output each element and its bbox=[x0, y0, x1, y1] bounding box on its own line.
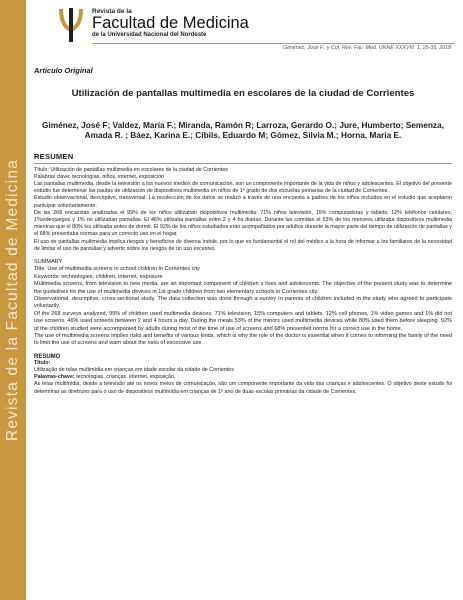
resumen-paragraph: Las pantallas multimedia, desde la televisión a los nuevos medios de comunicación, son un componente importante de la vida de niños y adolescentes. El objetivo del presente estudio fue determinar las pautas de utilización de dispositivos multimedia en niños de 1º grado de dos escuelas primarias de la ciudad de Corrientes. bbox=[34, 180, 452, 195]
resumen-paragraph: De las 268 encuestas analizadas el 99% de los niños utilizaban dispositivos multimedia: 71% niños televisión, 15% computadoras y tablets, 12% teléfonos celulares, 1%videojuegos y 1% no utilizaban pantallas. El 46% utilizaba pantallas entre 2 y 4 hs diarias. Durante las comidas el 53% de los menores utilizaba dispositivos multimedia mientras que el 80% los utilizaba antes de dormir. El 92% de los niños estudiados eran acompañados por adultos durante la mayor parte del tiempo de utilización de pantallas y el 68% presentaba normas para un correcto uso en el hogar. bbox=[34, 209, 452, 238]
article-type: Artículo Original bbox=[34, 66, 93, 75]
article-content bbox=[34, 56, 452, 396]
summary-keywords: Keywords: technologies, children, internet, exposure bbox=[34, 273, 163, 280]
faculty-logo-icon bbox=[58, 6, 84, 44]
summary-paragraph: Of the 268 surveys analyzed, 99% of children used multimedia devices: 71% television, 15% computers and tablets, 12% cell phones, 1% video games and 1% did not use screens. 46% used screens between 2 and 4 hours a day. During the meals 53% of the minors used multimedia devices while 80% used them before sleeping. 92% of the children studied were accompanied by adults during most of the time of use of screens and 68% presented norms for a correct use in the home. bbox=[34, 310, 452, 332]
resumo-keywords-label: Palavras-chave: bbox=[34, 374, 75, 381]
summary-section bbox=[34, 259, 452, 348]
brand-name: Facultad de Medicina bbox=[92, 14, 249, 32]
summary-paragraph: Observational, descriptive, cross-sectional study. The data collection was done through a survey to parents of children included in the study who agreed to participate voluntarily. bbox=[34, 295, 452, 310]
summary-paragraph: Multimedia screens, from television to new media, are an important component of children s lives and adolescents. The objective of the present study was to determine the guidelines for the use of multimedia devices in 1st grade children from two elementary schools in Corrientes city. bbox=[34, 281, 452, 295]
resumen-paragraph: El uso de pantallas multimedia implica riesgos y beneficios de diversa índole, por lo que es fundamental el rol del médico a la hora de informar a los familiares de la necesidad de limitar el uso de pantallas y advertir sobre los riesgos de un uso excesivo. bbox=[34, 238, 452, 252]
brand-prefix: Revista de la bbox=[92, 8, 132, 15]
resumo-title-label: Título: bbox=[34, 359, 51, 366]
resumen-title: Título: Utilización de pantallas multimedia en escolares de la ciudad de Corrientes bbox=[34, 166, 228, 173]
article-authors: Giménez, José F; Valdez, María F.; Miranda, Ramón R; Larroza, Gerardo O.; Jure, Humberto; Semenza, Amada R. ; Báez, Karina E.; Cibils, Eduardo M; Gómez, Silvia M.; Horna, María E. bbox=[41, 119, 445, 140]
citation-line: Giménez, José F.; y Col. Rev. Fac. Med. UNNE XXXVIII: 1, 25-35, 2018 bbox=[283, 45, 451, 51]
summary-paragraph: The use of multimedia screens implies risks and benefits of various kinds, which is why the role of the doctor is essential when it comes to informing the family of the need to limit the use of screens and warn about the risks of excessive use. bbox=[34, 333, 452, 347]
journal-sidebar bbox=[0, 0, 26, 600]
resumo-section bbox=[34, 354, 452, 396]
article-title: Utilización de pantallas multimedia en escolares de la ciudad de Corrientes bbox=[71, 88, 415, 99]
journal-header bbox=[58, 6, 458, 46]
sidebar-journal-name: Revista de la Facultad de Medicina bbox=[4, 158, 21, 442]
header-divider bbox=[92, 43, 454, 44]
resumen-paragraph: Estudio observacional, descriptivo, transversal. La recolección de los datos se realizó a través de una encuesta a padres de los niños incluidos en el estudio que aceptaron participar voluntariamente. bbox=[34, 195, 452, 209]
resumen-keywords: Palabras clave: tecnologías, niños, internet, exposición bbox=[34, 173, 165, 180]
resumen-body bbox=[34, 167, 452, 253]
resumo-title: Utilização de telas multimídia em crianças em idade escolar da cidade de Corrientes bbox=[34, 367, 234, 374]
summary-title: Title: Use of multimedia screens in school children in Corrientes city bbox=[34, 266, 200, 273]
brand-university: de la Universidad Nacional del Nordeste bbox=[92, 32, 207, 38]
resumen-heading: RESUMEN bbox=[34, 151, 74, 161]
resumen-divider bbox=[34, 163, 452, 164]
resumo-paragraph: As telas multimídia, desde a televisão até os novos meios de comunicação, são um componente importante da vida das crianças e adolescentes. O objetivo deste estudo foi determinar as diretrizes para o uso de dispositivos multimídia em crianças de 1º ano de duas escolas primárias da cidade de Corrientes. bbox=[34, 381, 452, 395]
resumo-keywords: tecnologias, crianças, internet, exposição. bbox=[74, 374, 176, 381]
summary-heading: SUMMARY bbox=[34, 258, 63, 265]
resumo-heading: RESUMO bbox=[34, 353, 61, 360]
journal-brand bbox=[92, 8, 249, 39]
